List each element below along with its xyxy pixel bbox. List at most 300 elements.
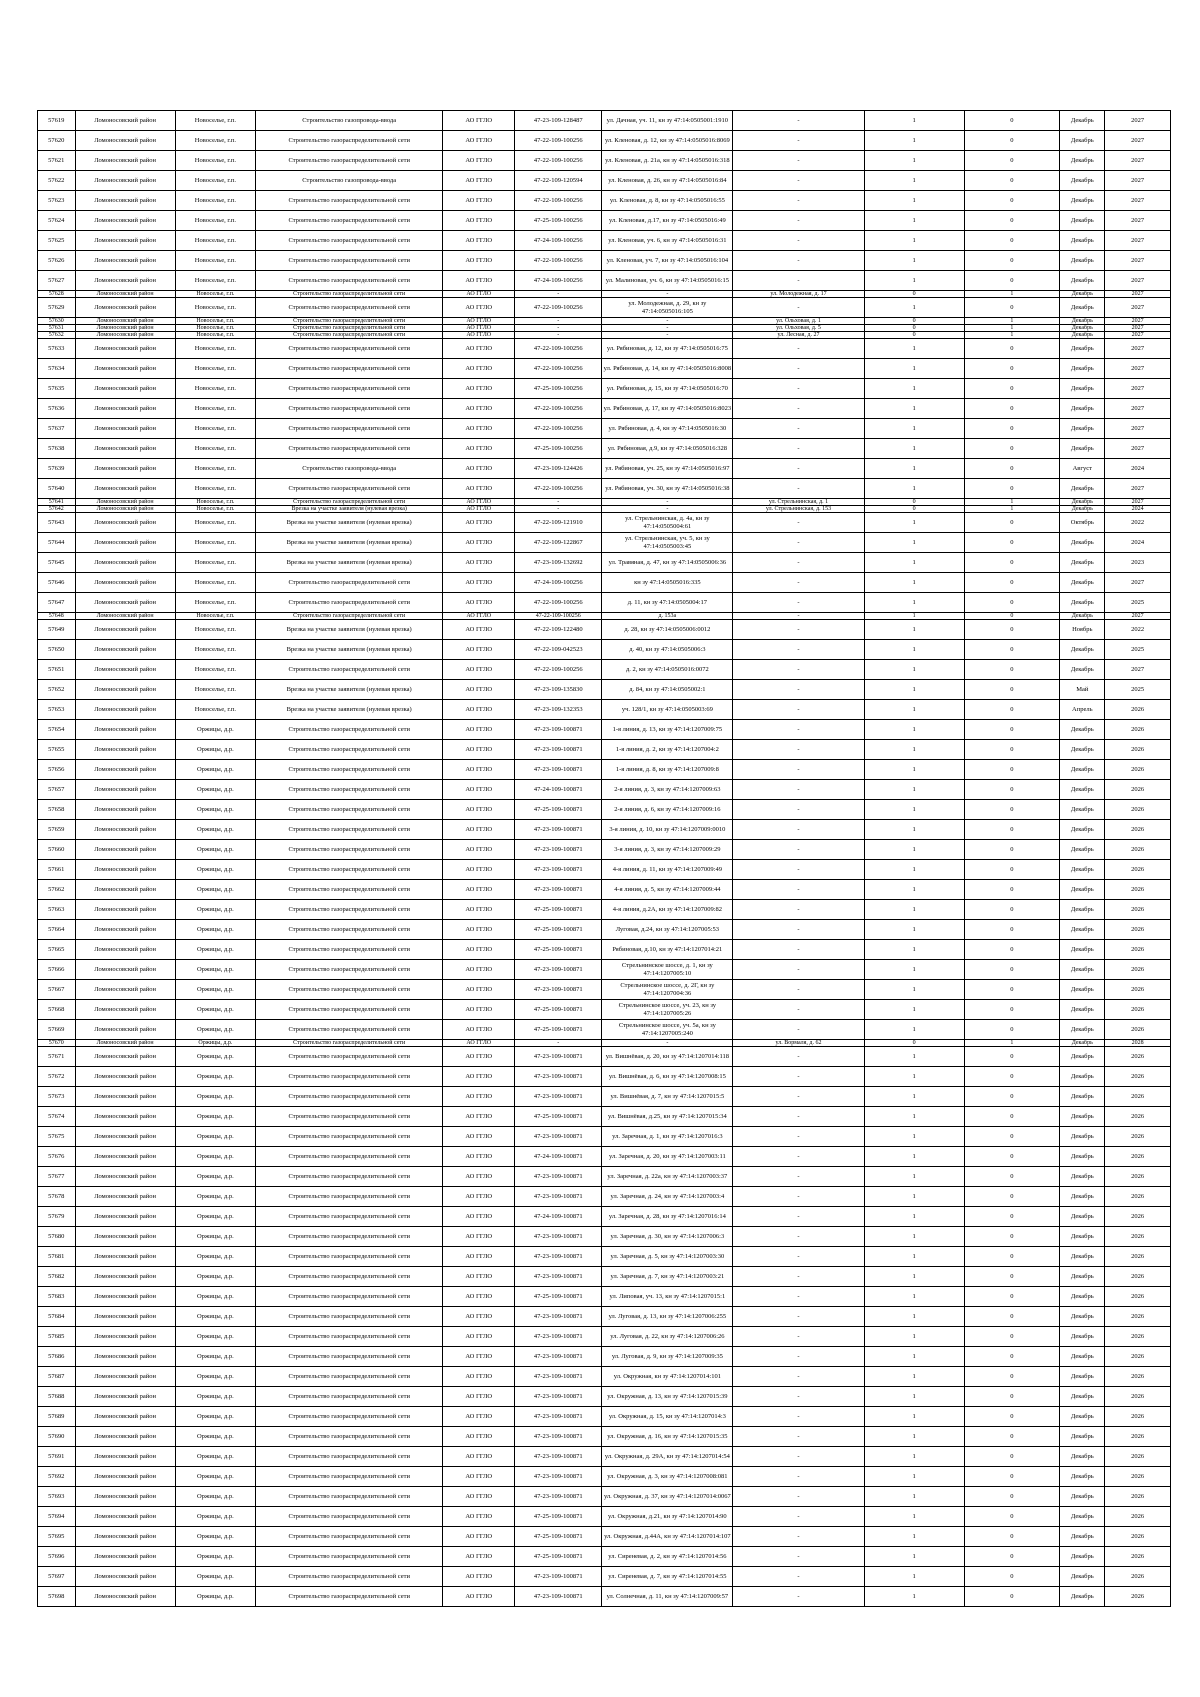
district-cell: Ломоносовский район [75, 1487, 175, 1507]
district-cell: Ломоносовский район [75, 1047, 175, 1067]
table-row [38, 620, 1171, 640]
data-table [37, 110, 1171, 1607]
year-cell: 2026 [1105, 960, 1171, 980]
tu-number-cell: 47-23-109-100871 [515, 760, 602, 780]
organization-cell: АО ГГЛО [443, 399, 515, 419]
tu-number-cell: 47-25-109-100256 [515, 439, 602, 459]
settlement-cell: Новоселье, г.п. [175, 573, 256, 593]
oks-address-cell: - [733, 513, 864, 533]
year-cell: 2026 [1105, 1107, 1171, 1127]
tu-number-cell: - [515, 332, 602, 339]
oks-address-cell: - [733, 479, 864, 499]
district-cell: Ломоносовский район [75, 940, 175, 960]
oks-address-cell: - [733, 1347, 864, 1367]
oks-address-cell: ул. Лесная, д. 27 [733, 332, 864, 339]
oks-count-cell: 0 [964, 1307, 1060, 1327]
organization-cell: АО ГГЛО [443, 1147, 515, 1167]
month-cell: Декабрь [1060, 920, 1105, 940]
settlement-cell: Оржицы, д.р. [175, 1467, 256, 1487]
settlement-cell: Новоселье, г.п. [175, 171, 256, 191]
tu-number-cell: 47-22-109-100256 [515, 251, 602, 271]
row-number: 57674 [38, 1107, 76, 1127]
oks-address-cell: - [733, 860, 864, 880]
district-cell: Ломоносовский район [75, 459, 175, 479]
table-row [38, 1387, 1171, 1407]
work-type-cell: Строительство газораспределительной сети [256, 1087, 443, 1107]
tu-number-cell: 47-23-109-100871 [515, 1247, 602, 1267]
tu-number-cell: 47-24-109-100871 [515, 1207, 602, 1227]
tu-number-cell: 47-23-109-100871 [515, 1067, 602, 1087]
organization-cell: АО ГГЛО [443, 1067, 515, 1087]
month-cell: Декабрь [1060, 593, 1105, 613]
district-cell: Ломоносовский район [75, 573, 175, 593]
address-cell: Стрельнинское шоссе, уч. 5а, кн зу 47:14:1207005:240 [602, 1020, 733, 1040]
table-row [38, 640, 1171, 660]
settlement-cell: Оржицы, д.р. [175, 1407, 256, 1427]
settlement-cell: Новоселье, г.п. [175, 379, 256, 399]
tu-number-cell: 47-25-109-100256 [515, 379, 602, 399]
oks-count-cell: 0 [964, 720, 1060, 740]
settlement-cell: Оржицы, д.р. [175, 1447, 256, 1467]
work-type-cell: Строительство газораспределительной сети [256, 1527, 443, 1547]
oks-count-cell: 0 [964, 439, 1060, 459]
month-cell: Декабрь [1060, 780, 1105, 800]
organization-cell: АО ГГЛО [443, 1367, 515, 1387]
work-type-cell: Строительство газораспределительной сети [256, 1107, 443, 1127]
organization-cell: АО ГГЛО [443, 1287, 515, 1307]
address-cell: ул. Кленовая, д.17, кн зу 47:14:0505016:49 [602, 211, 733, 231]
table-row [38, 1107, 1171, 1127]
row-number: 57657 [38, 780, 76, 800]
year-cell: 2026 [1105, 1247, 1171, 1267]
month-cell: Декабрь [1060, 298, 1105, 318]
table-row [38, 1227, 1171, 1247]
work-type-cell: Врезка на участке заявителя (нулевая врезка) [256, 533, 443, 553]
district-cell: Ломоносовский район [75, 1207, 175, 1227]
district-cell: Ломоносовский район [75, 840, 175, 860]
organization-cell: АО ГГЛО [443, 419, 515, 439]
organization-cell: АО ГГЛО [443, 700, 515, 720]
year-cell: 2026 [1105, 780, 1171, 800]
settlement-cell: Новоселье, г.п. [175, 439, 256, 459]
work-type-cell: Строительство газораспределительной сети [256, 339, 443, 359]
row-number: 57668 [38, 1000, 76, 1020]
oks-address-cell: - [733, 740, 864, 760]
organization-cell: АО ГГЛО [443, 760, 515, 780]
address-cell: ул. Окружная, д. 15, кн зу 47:14:1207014:3 [602, 1407, 733, 1427]
district-cell: Ломоносовский район [75, 1167, 175, 1187]
oks-count-cell: 0 [964, 980, 1060, 1000]
zu-count-cell: 0 [864, 499, 964, 506]
district-cell: Ломоносовский район [75, 1000, 175, 1020]
work-type-cell: Строительство газораспределительной сети [256, 325, 443, 332]
table-row [38, 940, 1171, 960]
oks-count-cell: 1 [964, 1040, 1060, 1047]
month-cell: Декабрь [1060, 111, 1105, 131]
district-cell: Ломоносовский район [75, 191, 175, 211]
organization-cell: АО ГГЛО [443, 298, 515, 318]
address-cell: ул. Дачная, уч. 11, кн зу 47:14:0505001:1910 [602, 111, 733, 131]
settlement-cell: Новоселье, г.п. [175, 479, 256, 499]
settlement-cell: Оржицы, д.р. [175, 1527, 256, 1547]
work-type-cell: Строительство газораспределительной сети [256, 980, 443, 1000]
month-cell: Декабрь [1060, 1040, 1105, 1047]
district-cell: Ломоносовский район [75, 1347, 175, 1367]
district-cell: Ломоносовский район [75, 1267, 175, 1287]
organization-cell: АО ГГЛО [443, 1407, 515, 1427]
work-type-cell: Строительство газораспределительной сети [256, 231, 443, 251]
district-cell: Ломоносовский район [75, 680, 175, 700]
year-cell: 2026 [1105, 1067, 1171, 1087]
row-number: 57690 [38, 1427, 76, 1447]
district-cell: Ломоносовский район [75, 780, 175, 800]
table-row [38, 1587, 1171, 1607]
month-cell: Декабрь [1060, 318, 1105, 325]
district-cell: Ломоносовский район [75, 251, 175, 271]
address-cell: ул. Рябиновая, уч. 25, кн зу 47:14:0505016:97 [602, 459, 733, 479]
table-row [38, 479, 1171, 499]
oks-count-cell: 0 [964, 231, 1060, 251]
month-cell: Декабрь [1060, 1307, 1105, 1327]
table-row [38, 593, 1171, 613]
tu-number-cell: 47-22-109-100256 [515, 151, 602, 171]
month-cell: Декабрь [1060, 740, 1105, 760]
year-cell: 2027 [1105, 131, 1171, 151]
address-cell: ул. Окружная, д. 16, кн зу 47:14:1207015:35 [602, 1427, 733, 1447]
oks-count-cell: 0 [964, 1207, 1060, 1227]
table-row [38, 131, 1171, 151]
oks-address-cell: - [733, 613, 864, 620]
oks-address-cell: - [733, 780, 864, 800]
address-cell: 4-я линия, д. 11, кн зу 47:14:1207009:49 [602, 860, 733, 880]
oks-address-cell: ул. Ольховая, д. 5 [733, 325, 864, 332]
year-cell: 2026 [1105, 1047, 1171, 1067]
table-row [38, 1327, 1171, 1347]
district-cell: Ломоносовский район [75, 419, 175, 439]
tu-number-cell: 47-22-109-100256 [515, 660, 602, 680]
tu-number-cell: - [515, 1040, 602, 1047]
address-cell: ул. Вишнёвая, д. 6, кн зу 47:14:1207008:15 [602, 1067, 733, 1087]
address-cell: ул. Заречная, д. 24, кн зу 47:14:1207003:4 [602, 1187, 733, 1207]
oks-count-cell: 0 [964, 900, 1060, 920]
settlement-cell: Оржицы, д.р. [175, 1307, 256, 1327]
oks-address-cell: - [733, 800, 864, 820]
district-cell: Ломоносовский район [75, 1547, 175, 1567]
address-cell: ул. Солнечная, д. 11, кн зу 47:14:1207009:57 [602, 1587, 733, 1607]
oks-address-cell: - [733, 1467, 864, 1487]
row-number: 57652 [38, 680, 76, 700]
organization-cell: АО ГГЛО [443, 1447, 515, 1467]
zu-count-cell: 1 [864, 780, 964, 800]
oks-count-cell: 1 [964, 506, 1060, 513]
district-cell: Ломоносовский район [75, 499, 175, 506]
month-cell: Декабрь [1060, 1107, 1105, 1127]
work-type-cell: Строительство газораспределительной сети [256, 1040, 443, 1047]
month-cell: Декабрь [1060, 1167, 1105, 1187]
year-cell: 2027 [1105, 379, 1171, 399]
address-cell: Стрельнинское шоссе, д. 1, кн зу 47:14:1207005:10 [602, 960, 733, 980]
organization-cell: АО ГГЛО [443, 231, 515, 251]
organization-cell: АО ГГЛО [443, 191, 515, 211]
tu-number-cell: 47-22-109-100256 [515, 339, 602, 359]
address-cell: ул. Кленовая, д. 21а, кн зу 47:14:0505016:318 [602, 151, 733, 171]
year-cell: 2026 [1105, 1487, 1171, 1507]
district-cell: Ломоносовский район [75, 1020, 175, 1040]
settlement-cell: Новоселье, г.п. [175, 513, 256, 533]
row-number: 57656 [38, 760, 76, 780]
work-type-cell: Строительство газораспределительной сети [256, 439, 443, 459]
row-number: 57650 [38, 640, 76, 660]
settlement-cell: Новоселье, г.п. [175, 593, 256, 613]
tu-number-cell: 47-25-109-100256 [515, 211, 602, 231]
oks-address-cell: - [733, 271, 864, 291]
table-row [38, 1487, 1171, 1507]
address-cell: - [602, 318, 733, 325]
zu-count-cell: 1 [864, 1247, 964, 1267]
zu-count-cell: 0 [864, 291, 964, 298]
work-type-cell: Строительство газораспределительной сети [256, 800, 443, 820]
work-type-cell: Строительство газораспределительной сети [256, 251, 443, 271]
year-cell: 2026 [1105, 760, 1171, 780]
tu-number-cell: 47-23-109-132692 [515, 553, 602, 573]
year-cell: 2027 [1105, 613, 1171, 620]
oks-count-cell: 0 [964, 780, 1060, 800]
oks-count-cell: 0 [964, 1347, 1060, 1367]
tu-number-cell: 47-23-109-100871 [515, 1307, 602, 1327]
row-number: 57633 [38, 339, 76, 359]
district-cell: Ломоносовский район [75, 1187, 175, 1207]
month-cell: Декабрь [1060, 1267, 1105, 1287]
organization-cell: АО ГГЛО [443, 211, 515, 231]
month-cell: Декабрь [1060, 1247, 1105, 1267]
month-cell: Декабрь [1060, 1147, 1105, 1167]
row-number: 57662 [38, 880, 76, 900]
year-cell: 2027 [1105, 251, 1171, 271]
oks-count-cell: 0 [964, 1527, 1060, 1547]
oks-address-cell: - [733, 1447, 864, 1467]
address-cell: Стрельнинское шоссе, д. 2Г, кн зу 47:14:1207004:36 [602, 980, 733, 1000]
address-cell: ул. Травяная, д. 47, кн зу 47:14:0505006:36 [602, 553, 733, 573]
year-cell: 2026 [1105, 720, 1171, 740]
settlement-cell: Оржицы, д.р. [175, 1147, 256, 1167]
settlement-cell: Новоселье, г.п. [175, 680, 256, 700]
address-cell: ул. Луговая, д. 9, кн зу 47:14:1207009:35 [602, 1347, 733, 1367]
district-cell: Ломоносовский район [75, 1587, 175, 1607]
zu-count-cell: 1 [864, 1167, 964, 1187]
month-cell: Декабрь [1060, 980, 1105, 1000]
organization-cell: АО ГГЛО [443, 553, 515, 573]
zu-count-cell: 1 [864, 1187, 964, 1207]
tu-number-cell: 47-22-109-122480 [515, 620, 602, 640]
work-type-cell: Строительство газораспределительной сети [256, 840, 443, 860]
work-type-cell: Строительство газораспределительной сети [256, 780, 443, 800]
oks-count-cell: 0 [964, 1267, 1060, 1287]
oks-count-cell: 0 [964, 960, 1060, 980]
tu-number-cell: 47-22-109-042523 [515, 640, 602, 660]
address-cell: ул. Заречная, д. 22а, кн зу 47:14:1207003:37 [602, 1167, 733, 1187]
work-type-cell: Строительство газораспределительной сети [256, 740, 443, 760]
work-type-cell: Строительство газораспределительной сети [256, 359, 443, 379]
oks-count-cell: 0 [964, 940, 1060, 960]
work-type-cell: Строительство газораспределительной сети [256, 1267, 443, 1287]
oks-count-cell: 0 [964, 1147, 1060, 1167]
year-cell: 2026 [1105, 1307, 1171, 1327]
district-cell: Ломоносовский район [75, 379, 175, 399]
oks-address-cell: - [733, 339, 864, 359]
month-cell: Декабрь [1060, 332, 1105, 339]
table-row [38, 900, 1171, 920]
table-row [38, 660, 1171, 680]
tu-number-cell: 47-22-109-122867 [515, 533, 602, 553]
row-number: 57655 [38, 740, 76, 760]
oks-address-cell: - [733, 553, 864, 573]
table-row [38, 1547, 1171, 1567]
year-cell: 2027 [1105, 211, 1171, 231]
oks-address-cell: - [733, 1207, 864, 1227]
zu-count-cell: 1 [864, 1127, 964, 1147]
organization-cell: АО ГГЛО [443, 1307, 515, 1327]
address-cell: ул. Кленовая, уч. 7, кн зу 47:14:0505016:104 [602, 251, 733, 271]
month-cell: Ноябрь [1060, 620, 1105, 640]
settlement-cell: Оржицы, д.р. [175, 720, 256, 740]
year-cell: 2026 [1105, 1367, 1171, 1387]
tu-number-cell: 47-24-109-100871 [515, 780, 602, 800]
zu-count-cell: 1 [864, 840, 964, 860]
district-cell: Ломоносовский район [75, 1387, 175, 1407]
settlement-cell: Новоселье, г.п. [175, 151, 256, 171]
table-row [38, 1020, 1171, 1040]
row-number: 57627 [38, 271, 76, 291]
settlement-cell: Новоселье, г.п. [175, 251, 256, 271]
month-cell: Декабрь [1060, 720, 1105, 740]
work-type-cell: Строительство газораспределительной сети [256, 860, 443, 880]
month-cell: Декабрь [1060, 359, 1105, 379]
settlement-cell: Новоселье, г.п. [175, 620, 256, 640]
zu-count-cell: 1 [864, 1507, 964, 1527]
year-cell: 2026 [1105, 920, 1171, 940]
oks-address-cell: - [733, 1227, 864, 1247]
month-cell: Декабрь [1060, 419, 1105, 439]
zu-count-cell: 1 [864, 900, 964, 920]
district-cell: Ломоносовский район [75, 231, 175, 251]
district-cell: Ломоносовский район [75, 1447, 175, 1467]
table-row [38, 920, 1171, 940]
oks-count-cell: 0 [964, 171, 1060, 191]
zu-count-cell: 1 [864, 191, 964, 211]
oks-count-cell: 0 [964, 1287, 1060, 1307]
work-type-cell: Строительство газораспределительной сети [256, 151, 443, 171]
oks-count-cell: 0 [964, 553, 1060, 573]
oks-address-cell: - [733, 980, 864, 1000]
organization-cell: АО ГГЛО [443, 980, 515, 1000]
tu-number-cell: 47-23-109-100871 [515, 1167, 602, 1187]
organization-cell: АО ГГЛО [443, 1267, 515, 1287]
district-cell: Ломоносовский район [75, 900, 175, 920]
table-row [38, 1127, 1171, 1147]
tu-number-cell: 47-25-109-100871 [515, 1000, 602, 1020]
oks-address-cell: - [733, 211, 864, 231]
oks-address-cell: - [733, 880, 864, 900]
month-cell: Декабрь [1060, 1067, 1105, 1087]
settlement-cell: Оржицы, д.р. [175, 820, 256, 840]
organization-cell: АО ГГЛО [443, 533, 515, 553]
table-row [38, 171, 1171, 191]
zu-count-cell: 1 [864, 620, 964, 640]
settlement-cell: Новоселье, г.п. [175, 359, 256, 379]
district-cell: Ломоносовский район [75, 593, 175, 613]
address-cell: - [602, 332, 733, 339]
organization-cell: АО ГГЛО [443, 1087, 515, 1107]
tu-number-cell: 47-22-109-100256 [515, 593, 602, 613]
row-number: 57667 [38, 980, 76, 1000]
year-cell: 2027 [1105, 499, 1171, 506]
organization-cell: АО ГГЛО [443, 740, 515, 760]
district-cell: Ломоносовский район [75, 1067, 175, 1087]
table-row [38, 359, 1171, 379]
organization-cell: АО ГГЛО [443, 573, 515, 593]
table-row [38, 1187, 1171, 1207]
table-row [38, 573, 1171, 593]
tu-number-cell: 47-23-109-100871 [515, 720, 602, 740]
table-row [38, 379, 1171, 399]
table-row [38, 291, 1171, 298]
organization-cell: АО ГГЛО [443, 1047, 515, 1067]
table-row [38, 880, 1171, 900]
work-type-cell: Строительство газораспределительной сети [256, 940, 443, 960]
year-cell: 2027 [1105, 318, 1171, 325]
year-cell: 2027 [1105, 231, 1171, 251]
oks-address-cell: ул. Вормаля, д. 62 [733, 1040, 864, 1047]
table-row [38, 318, 1171, 325]
oks-address-cell: - [733, 900, 864, 920]
tu-number-cell: 47-22-109-100256 [515, 131, 602, 151]
organization-cell: АО ГГЛО [443, 506, 515, 513]
organization-cell: АО ГГЛО [443, 318, 515, 325]
year-cell: 2027 [1105, 325, 1171, 332]
district-cell: Ломоносовский район [75, 613, 175, 620]
address-cell: Луговая, д.24, кн зу 47:14:1207005:53 [602, 920, 733, 940]
settlement-cell: Оржицы, д.р. [175, 960, 256, 980]
tu-number-cell: 47-22-109-100256 [515, 359, 602, 379]
zu-count-cell: 1 [864, 459, 964, 479]
oks-count-cell: 0 [964, 1407, 1060, 1427]
month-cell: Декабрь [1060, 960, 1105, 980]
table-row [38, 439, 1171, 459]
zu-count-cell: 0 [864, 332, 964, 339]
organization-cell: АО ГГЛО [443, 1567, 515, 1587]
row-number: 57635 [38, 379, 76, 399]
settlement-cell: Новоселье, г.п. [175, 271, 256, 291]
zu-count-cell: 1 [864, 880, 964, 900]
work-type-cell: Врезка на участке заявителя (нулевая врезка) [256, 700, 443, 720]
district-cell: Ломоносовский район [75, 1287, 175, 1307]
tu-number-cell: 47-22-109-121910 [515, 513, 602, 533]
oks-address-cell: ул. Стрельнинская, д. 1 [733, 499, 864, 506]
month-cell: Декабрь [1060, 291, 1105, 298]
row-number: 57642 [38, 506, 76, 513]
zu-count-cell: 1 [864, 439, 964, 459]
organization-cell: АО ГГЛО [443, 780, 515, 800]
work-type-cell: Строительство газораспределительной сети [256, 1307, 443, 1327]
organization-cell: АО ГГЛО [443, 1207, 515, 1227]
organization-cell: АО ГГЛО [443, 1020, 515, 1040]
zu-count-cell: 1 [864, 820, 964, 840]
address-cell: кн зу 47:14:0505016:335 [602, 573, 733, 593]
tu-number-cell: 47-23-109-124426 [515, 459, 602, 479]
settlement-cell: Оржицы, д.р. [175, 1087, 256, 1107]
address-cell: ул. Рябиновая, д. 17, кн зу 47:14:0505016:8023 [602, 399, 733, 419]
month-cell: Декабрь [1060, 1087, 1105, 1107]
